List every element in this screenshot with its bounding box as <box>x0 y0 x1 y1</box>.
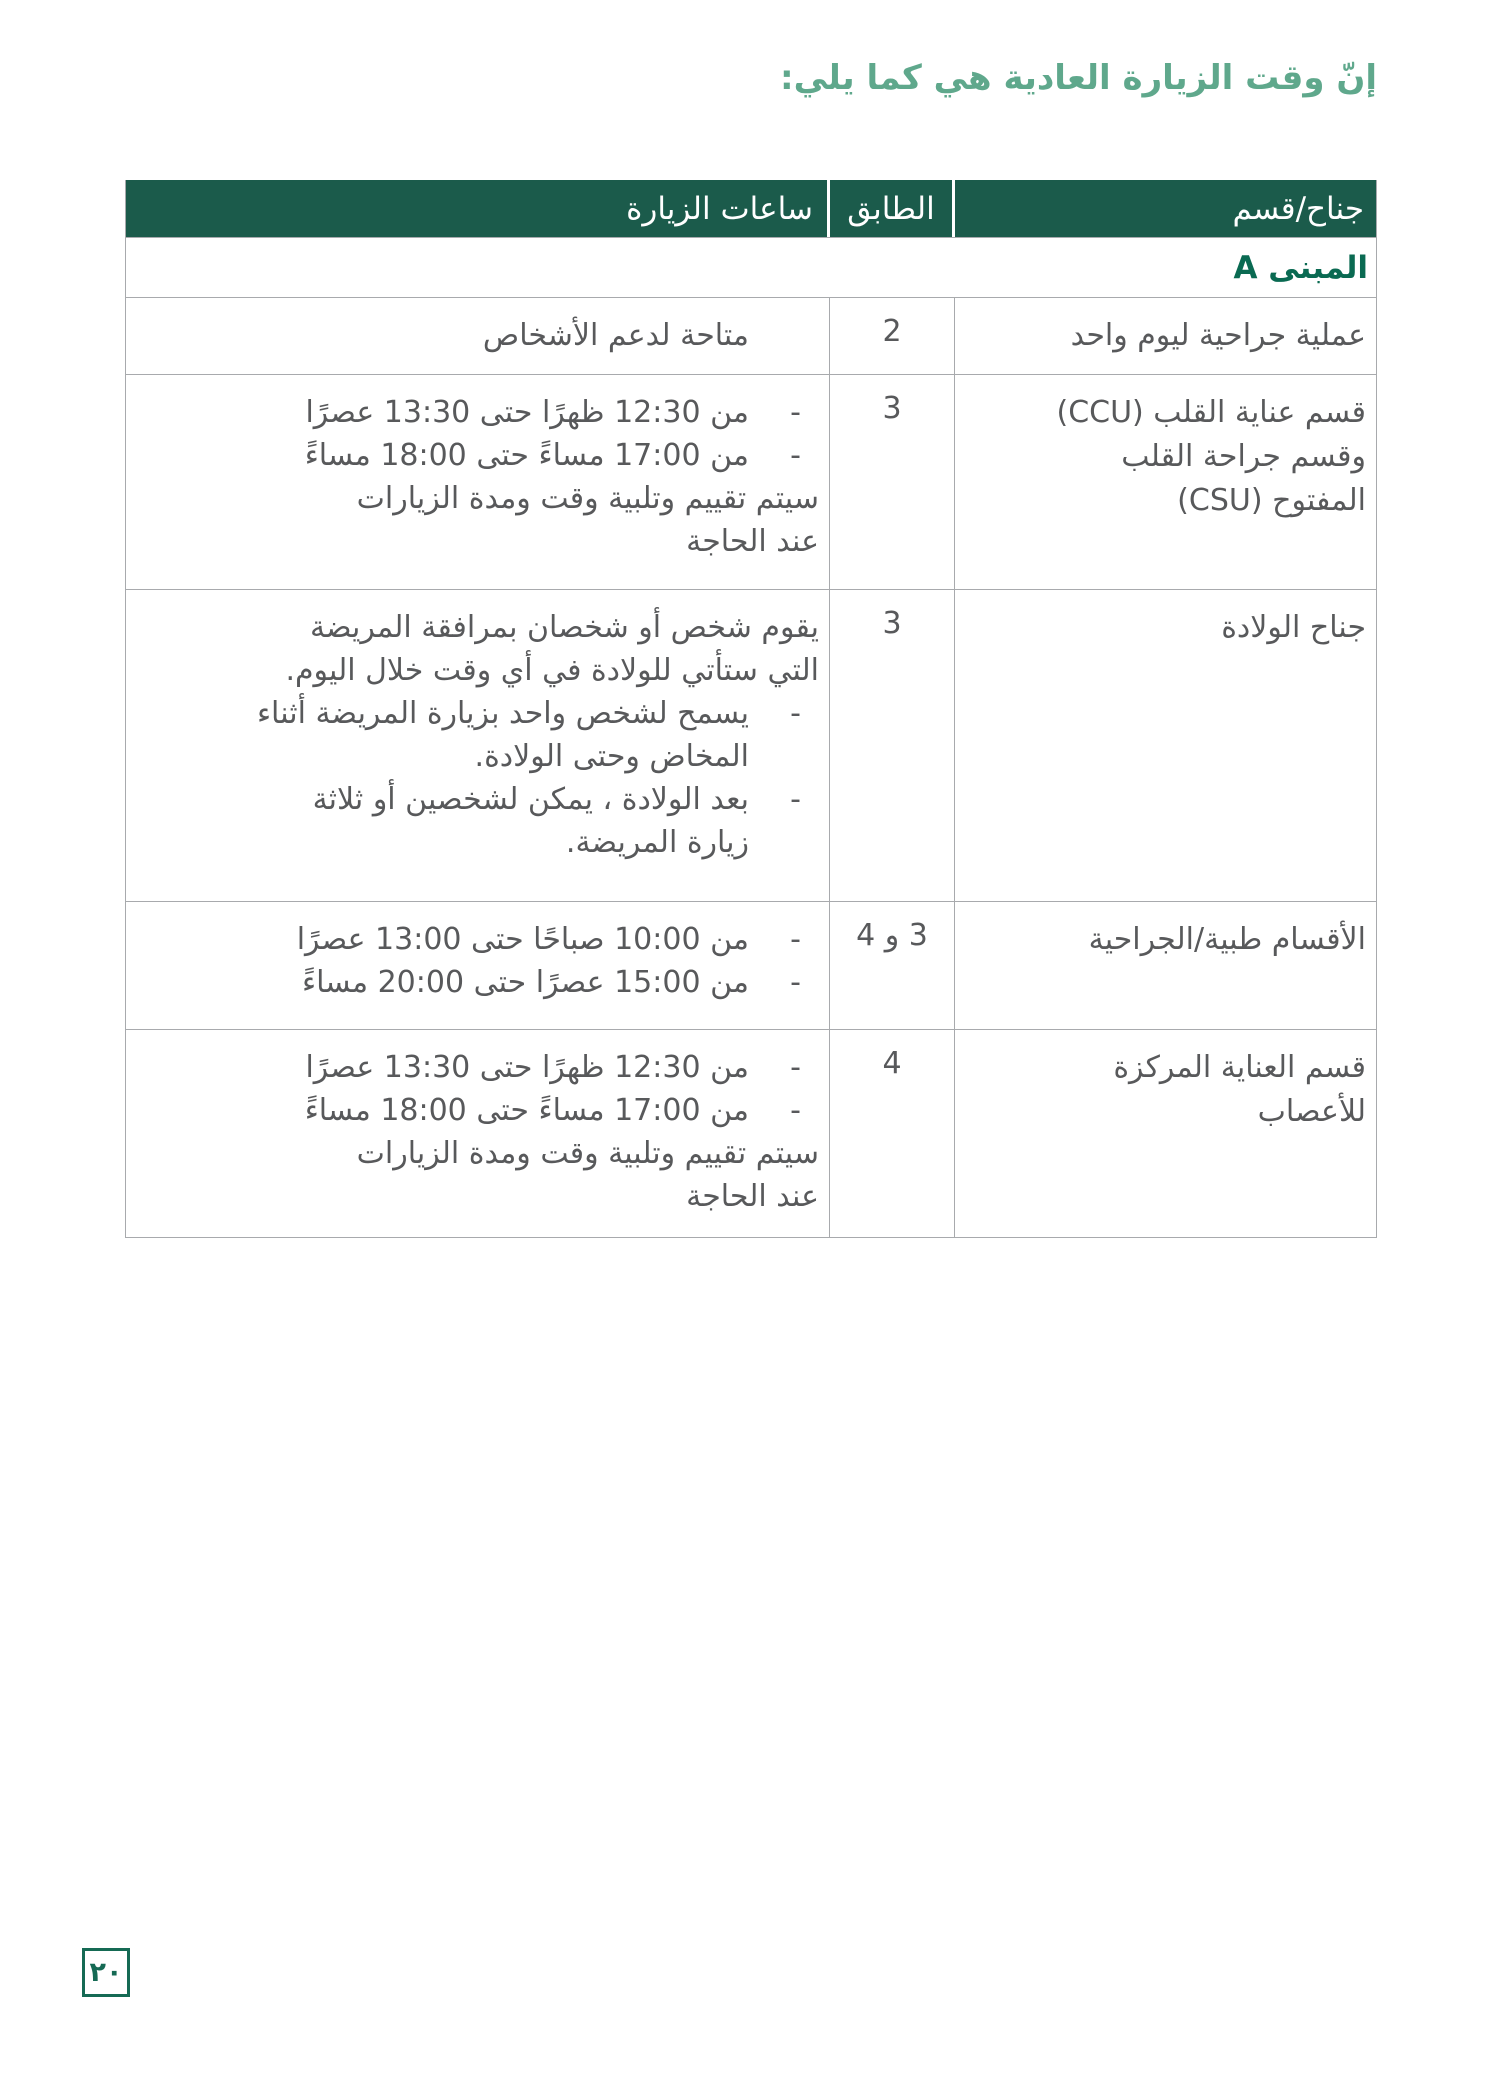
table-row <box>126 374 1376 589</box>
dash-bullet: - <box>790 438 801 473</box>
table-row <box>126 589 1376 901</box>
hours-line: يقوم شخص أو شخصان بمرافقة المريضة <box>309 610 819 645</box>
hours-line: - من 17:00 مساءً حتى 18:00 مساءً <box>136 1089 819 1132</box>
department-line: جناح الولادة <box>1221 610 1366 645</box>
header-floor: الطابق <box>830 180 955 237</box>
dash-bullet: - <box>790 395 801 430</box>
hours-line: - من 15:00 عصرًا حتى 20:00 مساءً <box>136 961 819 1004</box>
hours-cell <box>126 902 830 1029</box>
page-number: ٢٠ <box>89 1957 123 1988</box>
floor-cell: 3 و 4 <box>830 902 955 1029</box>
hours-line: عند الحاجة <box>686 1179 819 1214</box>
hours-line: - من 12:30 ظهرًا حتى 13:30 عصرًا <box>136 1046 819 1089</box>
header-department: جناح/قسم <box>1232 190 1364 227</box>
department-cell <box>955 1030 1376 1237</box>
hours-line: زيارة المريضة. <box>565 825 749 860</box>
floor-cell: 3 <box>830 375 955 589</box>
hours-line: سيتم تقييم وتلبية وقت ومدة الزيارات <box>356 1136 819 1171</box>
page-number-box <box>82 1948 130 1997</box>
dash-bullet: - <box>790 1050 801 1085</box>
dash-bullet: - <box>790 922 801 957</box>
hours-line: التي ستأتي للولادة في أي وقت خلال اليوم. <box>285 653 819 688</box>
hours-line: عند الحاجة <box>686 524 819 559</box>
hours-cell <box>126 298 830 374</box>
hours-line: - من 12:30 ظهرًا حتى 13:30 عصرًا <box>136 391 819 434</box>
hours-line: - من 10:00 صباحًا حتى 13:00 عصرًا <box>136 918 819 961</box>
floor-cell: 3 <box>830 590 955 901</box>
department-cell <box>955 298 1376 374</box>
table-row <box>126 297 1376 374</box>
hours-cell <box>126 375 830 589</box>
hours-line: - من 17:00 مساءً حتى 18:00 مساءً <box>136 434 819 477</box>
department-line: وقسم جراحة القلب <box>1121 439 1366 474</box>
table-row <box>126 901 1376 1029</box>
dash-bullet: - <box>790 965 801 1000</box>
floor-cell: 4 <box>830 1030 955 1237</box>
department-cell <box>955 375 1376 589</box>
department-line: قسم العناية المركزة <box>1113 1050 1366 1085</box>
page-title: إنّ وقت الزيارة العادية هي كما يلي: <box>780 58 1377 98</box>
hours-line: - بعد الولادة ، يمكن لشخصين أو ثلاثة <box>136 778 819 821</box>
hours-line: متاحة لدعم الأشخاص <box>482 318 749 353</box>
dash-bullet: - <box>790 696 801 731</box>
floor-cell: 2 <box>830 298 955 374</box>
department-cell <box>955 590 1376 901</box>
department-cell <box>955 902 1376 1029</box>
table-header-row <box>126 180 1376 237</box>
department-line: قسم عناية القلب (CCU) <box>1056 395 1366 430</box>
dash-bullet: - <box>790 1093 801 1128</box>
section-label: المبنى A <box>1233 249 1368 286</box>
dash-bullet: - <box>790 782 801 817</box>
section-row-building-a <box>126 237 1376 297</box>
department-line: الأقسام طبية/الجراحية <box>1088 922 1366 957</box>
hours-line: سيتم تقييم وتلبية وقت ومدة الزيارات <box>356 481 819 516</box>
hours-line: - يسمح لشخص واحد بزيارة المريضة أثناء <box>136 692 819 735</box>
department-line: المفتوح (CSU) <box>1177 483 1366 518</box>
department-line: للأعصاب <box>1257 1094 1366 1129</box>
hours-line: المخاض وحتى الولادة. <box>474 739 749 774</box>
hours-cell <box>126 590 830 901</box>
header-visiting-hours: ساعات الزيارة <box>126 180 830 237</box>
visiting-hours-table <box>125 180 1377 1238</box>
hours-cell <box>126 1030 830 1237</box>
department-line: عملية جراحية ليوم واحد <box>1070 318 1366 353</box>
table-row <box>126 1029 1376 1237</box>
